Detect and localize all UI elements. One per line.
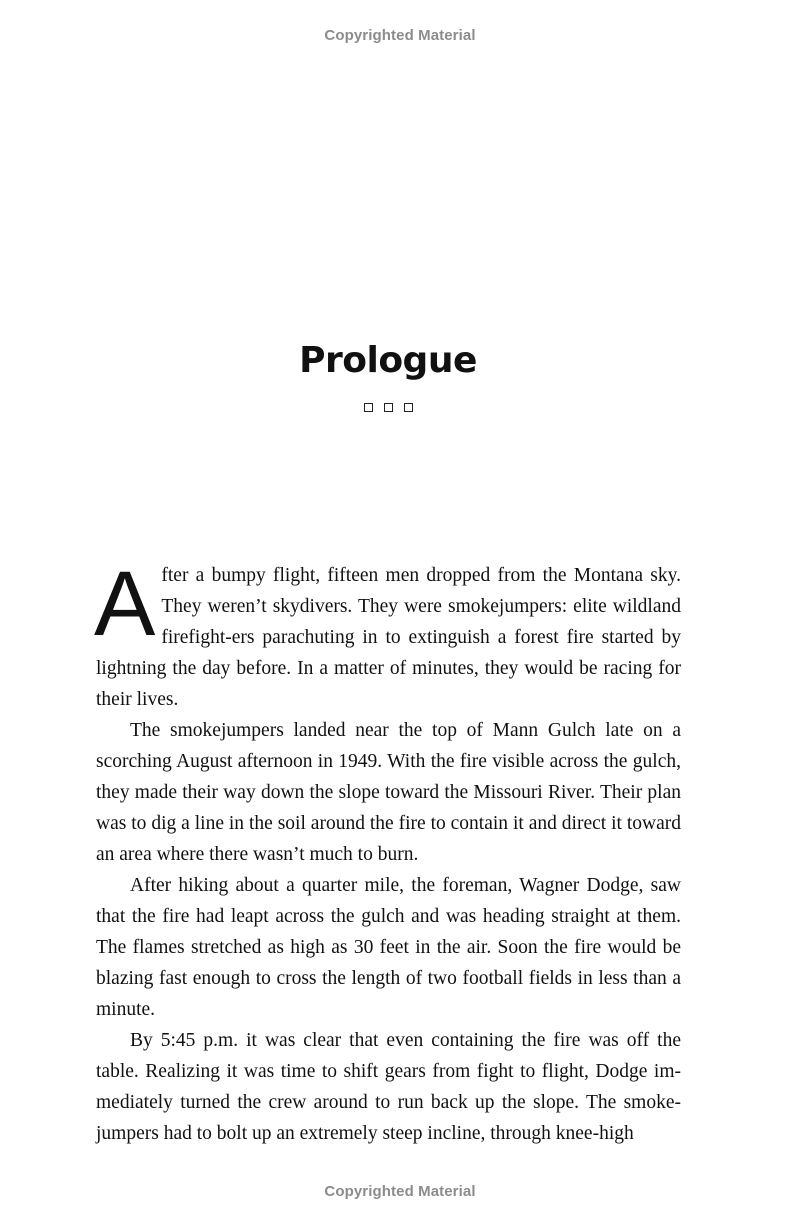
section-ornament (364, 403, 413, 412)
body-text (94, 553, 681, 1149)
paragraph-3: After hiking about a quarter mile, the foreman, Wagner Dodge, saw that the fire had leapt across the gulch and was heading straight at them. The flames stretched as high as 30 feet in the air. Soon the fire would be blazing fast enough to cross the length of two football fields in less than a minute. (96, 875, 681, 1020)
paragraph-1 (94, 553, 681, 715)
chapter-title: Prologue (299, 340, 477, 382)
watermark-top: Copyrighted Material (324, 27, 476, 44)
watermark-bottom: Copyrighted Material (324, 1183, 476, 1200)
paragraph-1-text: fter a bumpy flight, fifteen men dropped from the Montana sky. They weren’t skydivers. They were smokejumpers: elite wildland firefight-ers parachuting in to extinguish a forest fire started by lightning the day before. In a matter of minutes, they would be racing for their lives. (96, 565, 681, 710)
paragraph-2: The smokejumpers landed near the top of Mann Gulch late on a scorching August afternoon in 1949. With the fire visible across the gulch, they made their way down the slope toward the Missouri River. Their plan was to dig a line in the soil around the fire to contain it and direct it toward an area where there wasn’t much to burn. (96, 720, 681, 865)
ornament-square-icon (404, 403, 413, 412)
paragraph-4: By 5:45 p.m. it was clear that even containing the fire was off the table. Realizing it was time to shift gears from fight to flight, Dodge im-mediately turned the crew around to run back up the slope. The smoke-jumpers had to bolt up an extremely steep incline, through knee-high (96, 1030, 681, 1144)
drop-cap: A (94, 553, 156, 655)
ornament-square-icon (364, 403, 373, 412)
ornament-square-icon (384, 403, 393, 412)
